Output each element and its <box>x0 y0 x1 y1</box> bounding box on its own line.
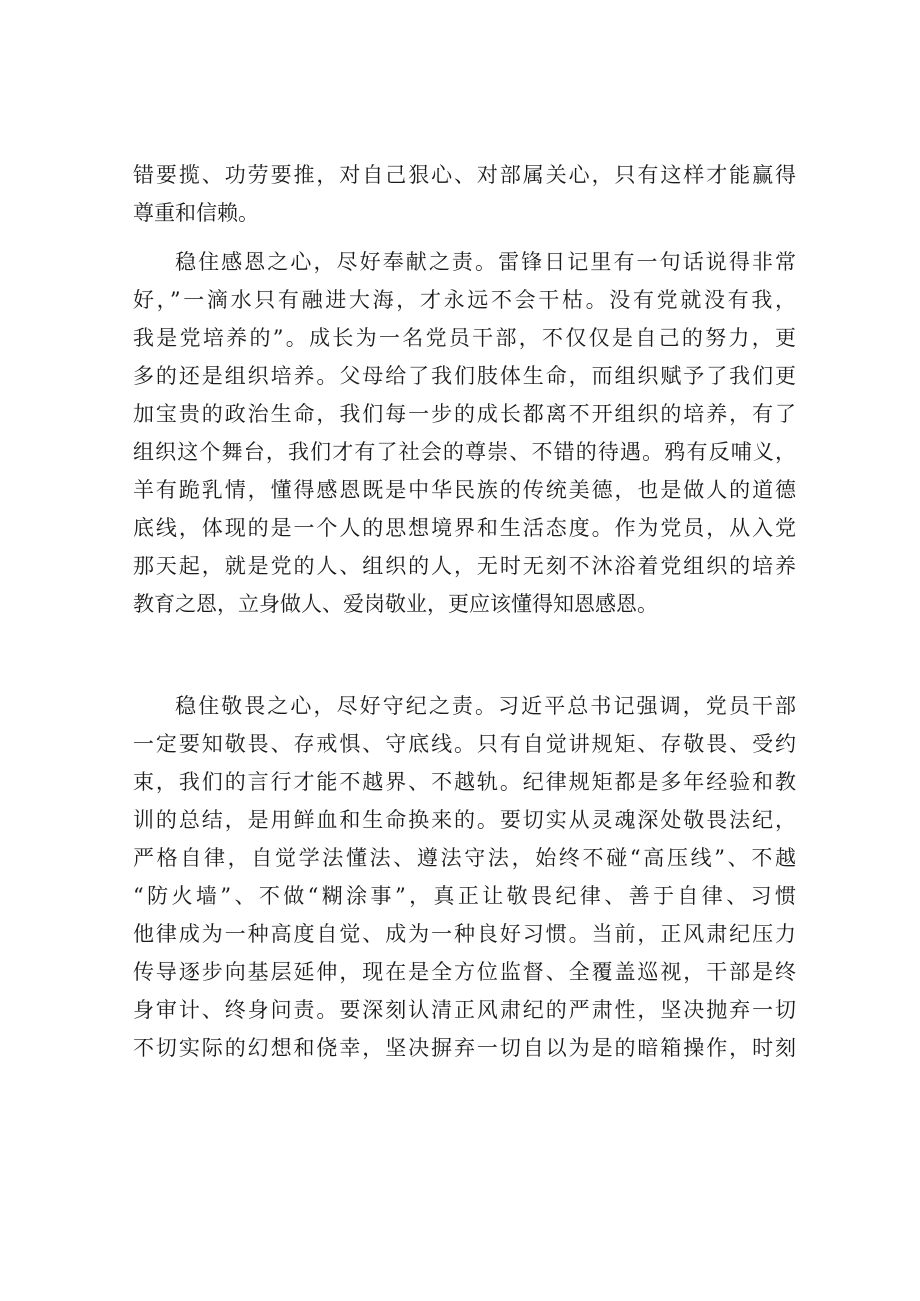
paragraph-line: 不切实际的幻想和侥幸，坚决摒弃一切自以为是的暗箱操作，时刻 <box>133 1036 796 1060</box>
paragraph-line: 束，我们的言行才能不越界、不越轨。纪律规矩都是多年经验和教 <box>133 770 796 794</box>
paragraph-line: 严格自律，自觉学法懂法、遵法守法，始终不碰“高压线”、不越 <box>133 846 796 870</box>
paragraph-2 <box>133 243 796 623</box>
paragraph-line: “防火墙”、不做“糊涂事”，真正让敬畏纪律、善于自律、习惯 <box>133 884 796 908</box>
paragraph-line: 身审计、终身问责。要深刻认清正风肃纪的严肃性，坚决抛弃一切 <box>133 998 796 1022</box>
paragraph-1 <box>133 156 796 232</box>
paragraph-line: 他律成为一种高度自觉、成为一种良好习惯。当前，正风肃纪压力 <box>133 922 796 946</box>
paragraph-line: 我是党培养的”。成长为一名党员干部，不仅仅是自己的努力，更 <box>133 326 796 350</box>
paragraph-line: 那天起，就是党的人、组织的人，无时无刻不沐浴着党组织的培养 <box>133 554 796 578</box>
paragraph-line: 加宝贵的政治生命，我们每一步的成长都离不开组织的培养，有了 <box>133 402 796 426</box>
paragraph-line: 尊重和信赖。 <box>133 201 259 225</box>
paragraph-line: 传导逐步向基层延伸，现在是全方位监督、全覆盖巡视，干部是终 <box>133 960 796 984</box>
paragraph-line: 一定要知敬畏、存戒惧、守底线。只有自觉讲规矩、存敬畏、受约 <box>133 732 796 756</box>
paragraph-3 <box>133 687 796 1067</box>
paragraph-line: 稳住敬畏之心，尽好守纪之责。习近平总书记强调，党员干部 <box>175 694 796 718</box>
paragraph-line: 羊有跪乳情，懂得感恩既是中华民族的传统美德，也是做人的道德 <box>133 478 796 502</box>
paragraph-line: 好，”一滴水只有融进大海，才永远不会干枯。没有党就没有我， <box>133 288 796 312</box>
paragraph-line: 底线，体现的是一个人的思想境界和生活态度。作为党员，从入党 <box>133 516 796 540</box>
paragraph-line: 组织这个舞台，我们才有了社会的尊崇、不错的待遇。鸦有反哺义， <box>133 440 796 464</box>
paragraph-line: 稳住感恩之心，尽好奉献之责。雷锋日记里有一句话说得非常 <box>175 250 796 274</box>
paragraph-line: 多的还是组织培养。父母给了我们肢体生命，而组织赋予了我们更 <box>133 364 796 388</box>
paragraph-line: 错要揽、功劳要推，对自己狠心、对部属关心，只有这样才能赢得 <box>133 163 796 187</box>
paragraph-line: 训的总结，是用鲜血和生命换来的。要切实从灵魂深处敬畏法纪， <box>133 808 796 832</box>
paragraph-line: 教育之恩，立身做人、爱岗敬业，更应该懂得知恩感恩。 <box>133 592 658 616</box>
